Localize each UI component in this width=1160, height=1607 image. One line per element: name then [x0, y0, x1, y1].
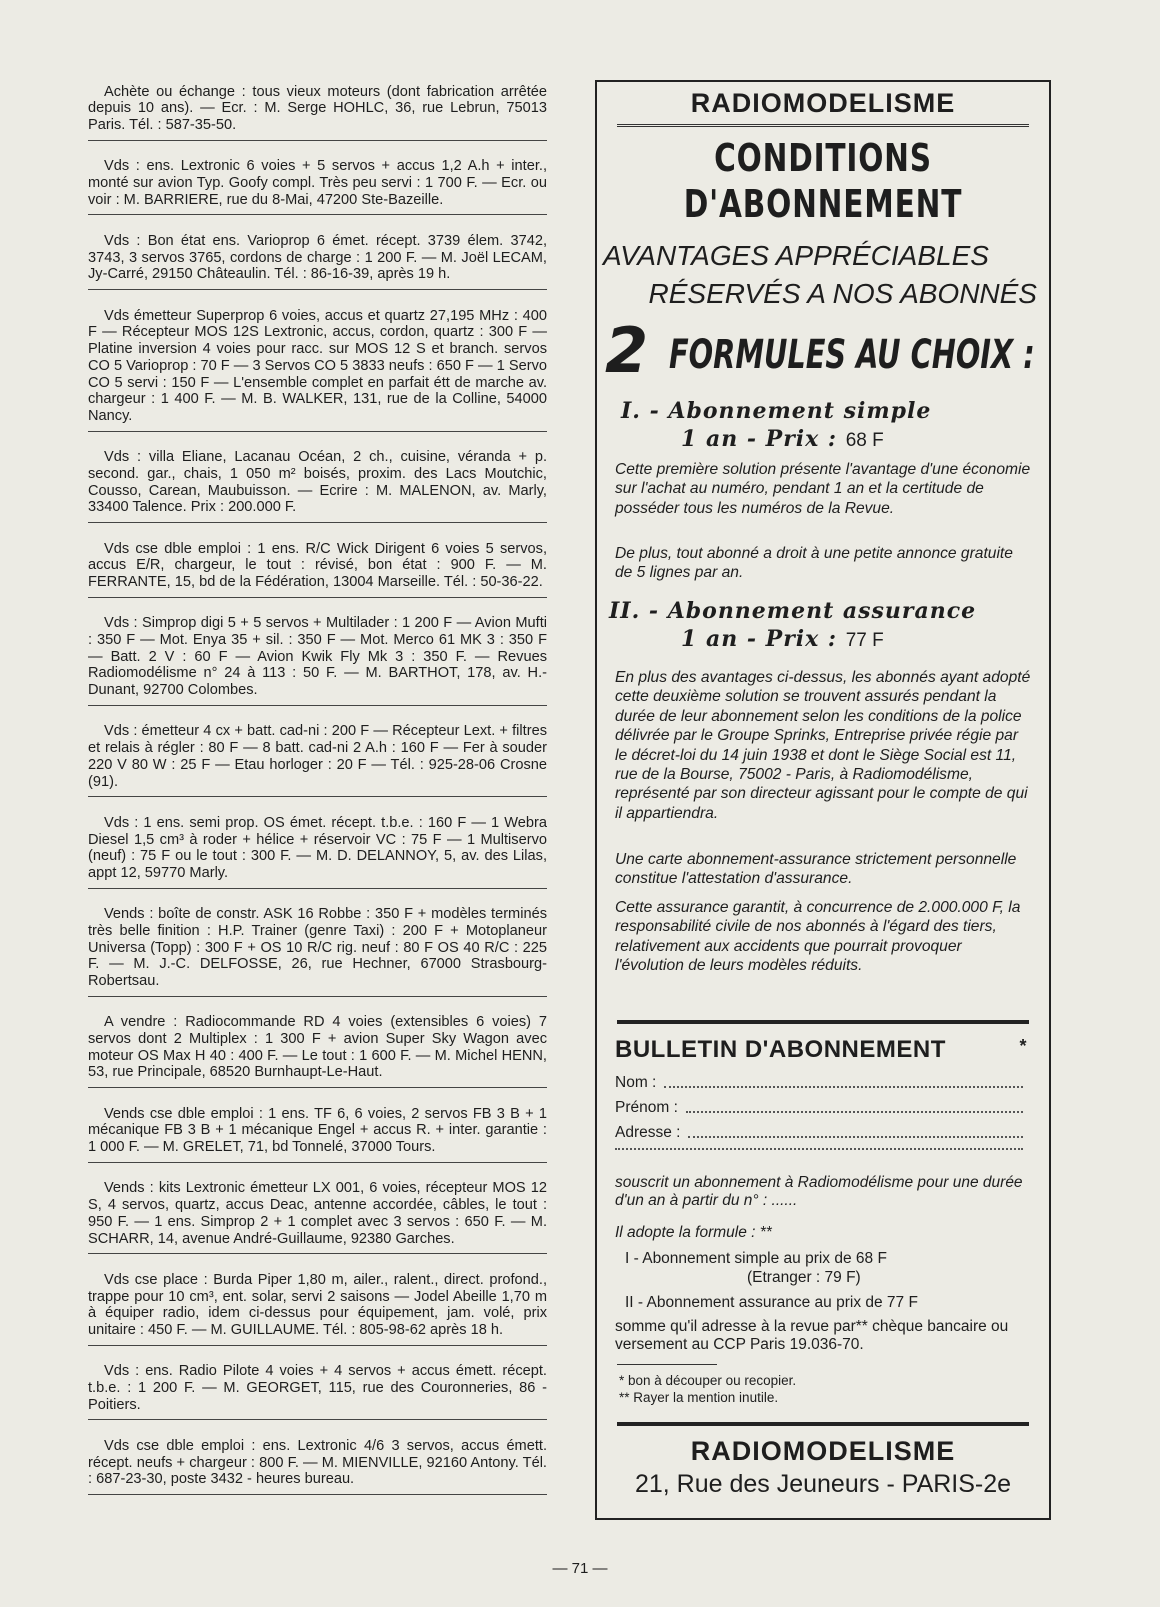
formula-2-text-2: Une carte abonnement-assurance strictement personnelle constitue l'attestation d'assurance.	[615, 851, 1017, 888]
footnote-1: * bon à découper ou recopier.	[619, 1373, 797, 1388]
subscribe-text: souscrit un abonnement à Radiomodélisme pour une durée d'un an à partir du n° : ......	[615, 1174, 1023, 1209]
footnote-2: ** Rayer la mention inutile.	[619, 1390, 779, 1405]
subscription-box	[595, 80, 1051, 1520]
formula-1-price: 68 F	[845, 430, 884, 451]
formula-1-text-2: De plus, tout abonné a droit à une petite annonce gratuite de 5 lignes par an.	[615, 545, 1013, 582]
formula-1-text: Cette première solution présente l'avantage d'une économie sur l'achat au numéro, pendant 1 an et la certitude de posséder tous les numéros de la Revue.	[615, 461, 1031, 517]
bulletin-star: *	[1019, 1036, 1027, 1056]
first-name-field[interactable]	[615, 1099, 1023, 1117]
conditions-heading-2: D'ABONNEMENT	[683, 182, 963, 226]
bulletin-title: BULLETIN D'ABONNEMENT	[615, 1036, 946, 1063]
classified-ad: Vds : émetteur 4 cx + batt. cad-ni : 200 F — Récepteur Lext. + filtres et relais à régler : 80 F — 8 batt. cad-ni 2 A.h : 160 F — Fer à souder 220 V 80 W : 25 F — Etau horloger : 20 F — Tél. : 925-28-06 Crosne (91).	[88, 720, 547, 797]
magazine-title: RADIOMODELISME	[690, 88, 956, 118]
option-2: II - Abonnement assurance au prix de 77 F	[625, 1294, 918, 1311]
formula-2-text: En plus des avantages ci-dessus, les abonnés ayant adopté cette deuxième solution se trouvent assurés pendant la durée de leur abonnement selon les conditions de la police délivrée par le Groupe Sprinks, Entreprise privée régie par le décret-loi du 14 juin 1938 et dont le Siège Social est 11, rue de la Bourse, 75002 - Paris, à Radiomodélisme, représenté par son directeur agissant pour le compte de qui il appartiendra.	[615, 669, 1031, 822]
address-field[interactable]	[615, 1124, 1023, 1142]
classified-ad: Vds : 1 ens. semi prop. OS émet. récept. t.b.e. : 160 F — 1 Webra Diesel 1,5 cm³ à roder + hélice + réservoir VC : 75 F — 1 Multiservo (neuf) : 75 F ou le tout : 300 F. — M. D. DELANNOY, 5, av. des Lilas, appt 12, 59770 Marly.	[88, 812, 547, 889]
formula-2-price-label: 1 an - Prix :	[681, 626, 838, 652]
conditions-heading: CONDITIONS	[714, 136, 932, 180]
classified-ad: A vendre : Radiocommande RD 4 voies (extensibles 6 voies) 7 servos dont 2 Multiplex : 1 300 F + avion Super Sky Wagon avec moteur OS Max H 40 : 400 F. — Le tout : 1 600 F. — M. Michel HENN, 53, rue Principale, 68520 Burnhaupt-Le-Haut.	[88, 1011, 547, 1088]
address-dotted-line-2[interactable]	[615, 1148, 1023, 1150]
classified-ad: Achète ou échange : tous vieux moteurs (dont fabrication arrêtée depuis 10 ans). — Ecr. : M. Serge HOHLC, 36, rue Lebrun, 75013 Paris. Tél. : 587-35-50.	[88, 81, 547, 141]
classified-ad: Vends cse dble emploi : 1 ens. TF 6, 6 voies, 2 servos FB 3 B + 1 mécanique FB 3 B + 1 mécanique Engel + accus R. + inter. garantie : 1 000 F. — M. GRELET, 71, bd Tonnelé, 37000 Tours.	[88, 1103, 547, 1163]
address-field-line-2[interactable]	[615, 1148, 1023, 1154]
name-dotted-line[interactable]	[664, 1074, 1023, 1088]
publisher-name: RADIOMODELISME	[690, 1436, 956, 1466]
option-1: I - Abonnement simple au prix de 68 F	[625, 1250, 887, 1267]
classified-ad: Vds cse dble emploi : ens. Lextronic 4/6 3 servos, accus émett. récept. neufs + chargeur : 800 F. — M. MIENVILLE, 92160 Antony. Tél. : 687-23-30, poste 3432 - heures bureau.	[88, 1435, 547, 1495]
adopt-text: Il adopte la formule : **	[615, 1224, 772, 1241]
classified-ad: Vends : boîte de constr. ASK 16 Robbe : 350 F + modèles terminés très belle finition : H.P. Trainer (genre Taxi) : 200 F + Motoplaneur Universa (Topp) : 300 F + OS 10 R/C rig. neuf : 80 F OS 40 R/C : 225 F. — M. J.-C. DELFOSSE, 26, rue Hechner, 67000 Strasbourg-Robertsau.	[88, 903, 547, 997]
divider	[617, 1422, 1029, 1426]
classified-ad: Vds émetteur Superprop 6 voies, accus et quartz 27,195 MHz : 400 F — Récepteur MOS 12S Lextronic, accus, cordon, quartz : 300 F — Platine inversion 4 voies pour racc. sur MOS 12 S et branch. servos CO 5 Varioprop : 70 F — 3 Servos CO 5 3833 neufs : 650 F — 1 Servo CO 5 servi : 150 F — L'ensemble complet en parfait étt de marche av. chargeur : 1 400 F. — M. B. WALKER, 131, rue de la Colline, 54000 Nancy.	[88, 305, 547, 432]
formula-2-title: II. - Abonnement assurance	[609, 598, 977, 624]
advantages-line-1: AVANTAGES APPRÉCIABLES	[603, 240, 989, 271]
address-dotted-line[interactable]	[688, 1124, 1023, 1138]
footnote-divider	[617, 1364, 717, 1365]
option-1-foreign: (Etranger : 79 F)	[747, 1269, 861, 1286]
formula-1-title: I. - Abonnement simple	[621, 398, 932, 424]
formula-1-price-label: 1 an - Prix :	[681, 426, 838, 452]
advantages-line-2: RÉSERVÉS A NOS ABONNÉS	[648, 278, 1037, 309]
name-field[interactable]	[615, 1074, 1023, 1092]
classified-ad: Vds : ens. Radio Pilote 4 voies + 4 servos + accus émett. récept. t.b.e. : 1 200 F. — M. GEORGET, 115, rue des Couronneries, 86 - Poitiers.	[88, 1360, 547, 1420]
classified-ad: Vds : villa Eliane, Lacanau Océan, 2 ch., cuisine, véranda + p. second. gar., chais, 1 050 m² boisés, proxim. des Lacs Moutchic, Cousso, Carean, Maubuisson. — Ecrire : M. MALENON, av. Marly, 33400 Talence. Prix : 200.000 F.	[88, 446, 547, 523]
classified-ad: Vds : Simprop digi 5 + 5 servos + Multilader : 1 200 F — Avion Mufti : 350 F — Mot. Enya 35 + sil. : 350 F — Mot. Merco 61 MK 3 : 350 F — Batt. 2 V : 60 F — Avion Kwik Fly Mk 3 : 350 F. — Revues Radiomodélisme n° 24 à 113 : 50 F. — M. BARTHOT, 178, av. H.-Dunant, 92700 Colombes.	[88, 612, 547, 706]
payment-text: somme qu'il adresse à la revue par** chèque bancaire ou versement au CCP Paris 19.036-70.	[615, 1318, 1009, 1353]
formula-2-price: 77 F	[845, 630, 884, 651]
classified-ad: Vends : kits Lextronic émetteur LX 001, 6 voies, récepteur MOS 12 S, 4 servos, quartz, accus Deac, antenne accordée, câbles, le tout : 950 F. — 1 ens. Simprop 2 + 1 complet avec 3 servos : 650 F. — M. SCHARR, 14, avenue André-Guillaume, 92380 Garches.	[88, 1177, 547, 1254]
classified-ads-column	[88, 66, 547, 1501]
choice-heading: FORMULES AU CHOIX :	[669, 332, 1035, 378]
divider	[617, 124, 1029, 127]
address-label: Adresse :	[615, 1124, 681, 1141]
formula-1-price-line	[681, 426, 884, 452]
classified-ad: Vds cse dble emploi : 1 ens. R/C Wick Dirigent 6 voies 5 servos, accus E/R, chargeur, le tout : révisé, bon état : 900 F. — M. FERRANTE, 15, bd de la Fédération, 13004 Marseille. Tél. : 50-36-22.	[88, 538, 547, 598]
classified-ad: Vds cse place : Burda Piper 1,80 m, ailer., ralent., direct. profond., trappe pour 10 cm³, ent. solar, servi 2 saisons — Jodel Abeille 1,70 m à équiper radio, idem ci-dessus pour équipement, jam. volé, prix unitaire : 450 F. — M. GUILLAUME. Tél. : 805-98-62 après 18 h.	[88, 1269, 547, 1346]
divider	[617, 1020, 1029, 1024]
publisher-address: 21, Rue des Jeuneurs - PARIS-2e	[634, 1470, 1012, 1498]
page-number: — 71 —	[552, 1560, 608, 1577]
classified-ad: Vds : Bon état ens. Varioprop 6 émet. récept. 3739 élem. 3742, 3743, 3 servos 3765, cordons de charge : 1 200 F. — M. Joël LECAM, Jy-Carré, 29150 Châteaulin. Tél. : 86-16-39, après 19 h.	[88, 230, 547, 290]
formula-2-price-line	[681, 626, 884, 652]
first-name-label: Prénom :	[615, 1099, 678, 1116]
name-label: Nom :	[615, 1074, 657, 1091]
formula-2-text-3: Cette assurance garantit, à concurrence de 2.000.000 F, la responsabilité civile de nos abonnés à l'égard des tiers, relativement aux accidents que pourrait provoquer l'évolution de leurs modèles réduits.	[615, 899, 1021, 975]
classified-ad: Vds : ens. Lextronic 6 voies + 5 servos + accus 1,2 A.h + inter., monté sur avion Typ. Goofy compl. Très peu servi : 1 700 F. — Ecr. ou voir : M. BARRIERE, rue du 8-Mai, 47200 Ste-Bazeille.	[88, 155, 547, 215]
first-name-dotted-line[interactable]	[686, 1099, 1023, 1113]
choice-number: 2	[605, 314, 649, 387]
